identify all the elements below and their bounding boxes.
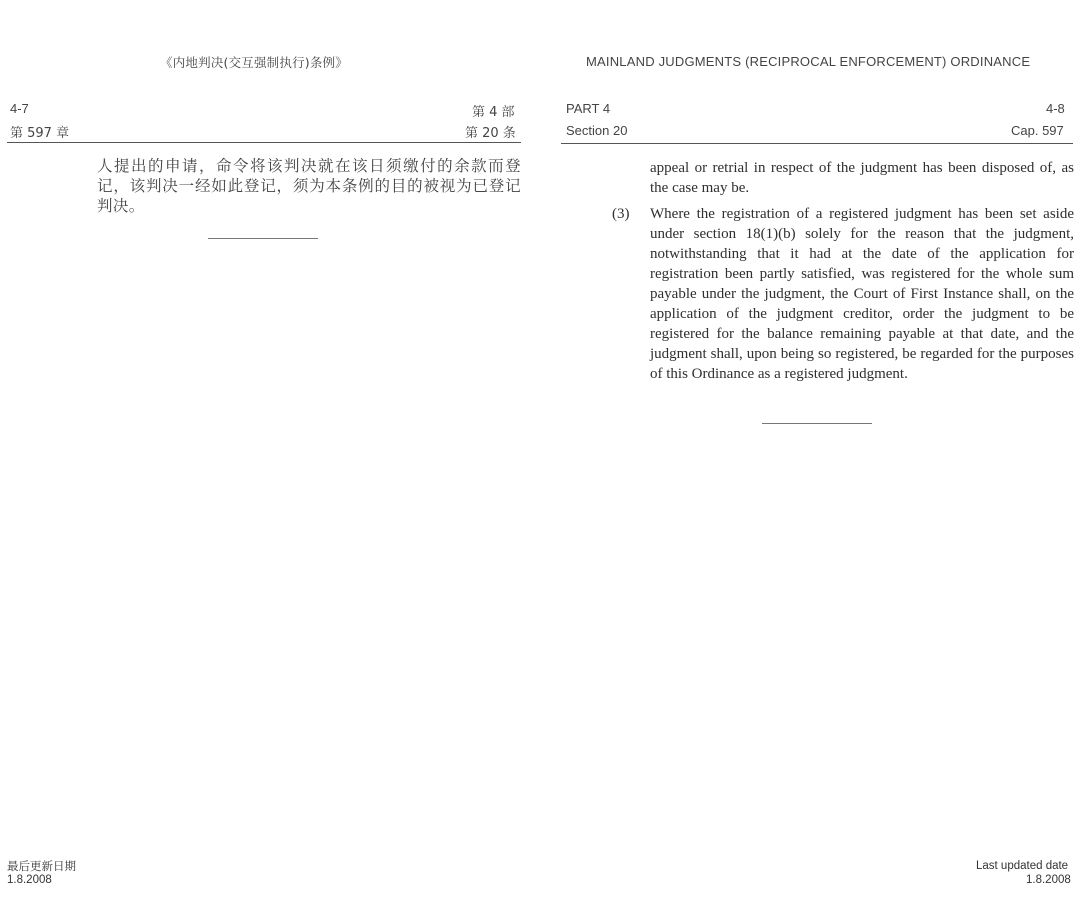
left-section: 第 20 条 [465, 126, 516, 141]
right-continuation-text: appeal or retrial in respect of the judgment has been disposed of, as the case may be. [650, 160, 1074, 196]
right-footer-date: 1.8.2008 [1026, 874, 1071, 886]
right-section: Section 20 [566, 123, 628, 138]
right-footer-label: Last updated date [976, 860, 1069, 872]
right-part: PART 4 [566, 101, 611, 116]
subsection-text: Where the registration of a registered judgment has been set aside under section 18(1)(b) solely for the reason that the judgment, notwithstanding that it had at the date of the application for registration been partly satisfied, was registered for the whole sum payable under the judgment, the Court of First Instance shall, on the application of the judgment creditor, order the judgment to be registered for the balance remaining payable at that date, and the judgment shall, upon being so registered, be regarded for the purposes of this Ordinance as a registered judgment. [650, 206, 1074, 382]
left-footer-label: 最后更新日期 [7, 859, 76, 873]
right-page-number: 4-8 [1046, 101, 1065, 116]
right-running-title: MAINLAND JUDGMENTS (RECIPROCAL ENFORCEMENT) ORDINANCE [586, 54, 1031, 69]
right-header-rule [561, 143, 1073, 144]
right-end-rule [762, 423, 872, 424]
left-header-rule [7, 142, 521, 143]
left-body-text: 人提出的申请，命令将该判决就在该日须缴付的余款而登记，该判决一经如此登记，须为本条例的目的被视为已登记判决。 [97, 157, 521, 215]
right-chapter: Cap. 597 [1011, 123, 1064, 138]
left-footer-date: 1.8.2008 [7, 874, 52, 886]
left-part: 第 4 部 [472, 105, 515, 120]
left-end-rule [208, 238, 318, 239]
left-page-number: 4-7 [10, 101, 29, 116]
subsection-number: (3) [612, 206, 630, 222]
left-running-title: 《内地判决(交互强制执行)条例》 [160, 55, 348, 70]
left-chapter: 第 597 章 [10, 126, 70, 141]
